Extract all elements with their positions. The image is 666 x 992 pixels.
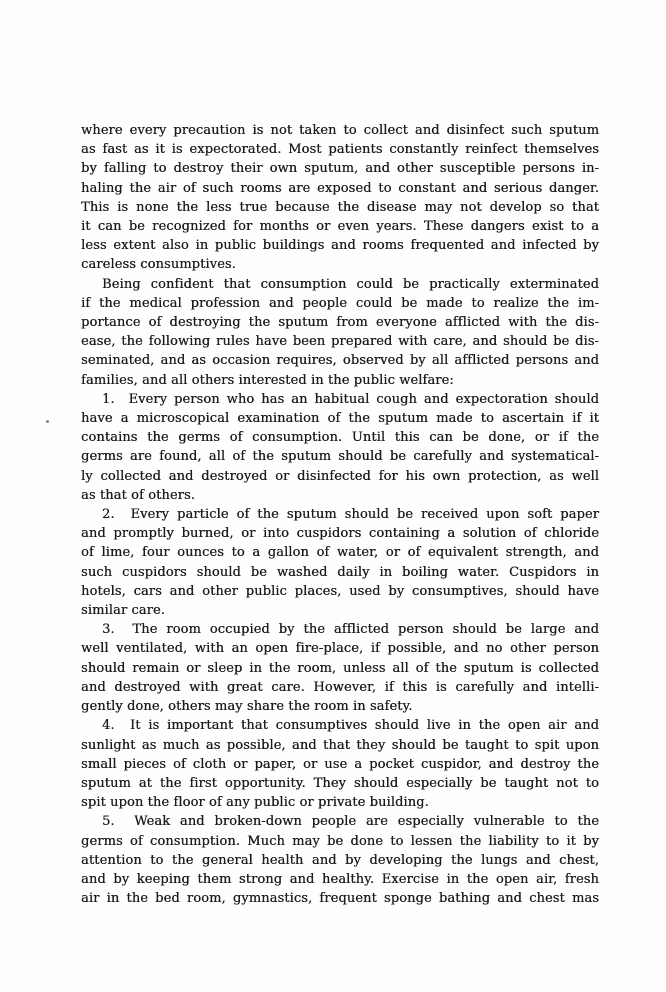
text-line: germs of consumption. Much may be done to lessen the liability to it by — [81, 833, 599, 849]
text-line: contains the germs of consumption. Until this can be done, or if the — [81, 430, 599, 446]
text-line: 1. Every person who has an habitual cough and expectoration should — [102, 391, 599, 407]
text-line: of lime, four ounces to a gallon of water, or of equivalent strength, and — [81, 545, 599, 561]
text-line: such cuspidors should be washed daily in boiling water. Cuspidors in — [81, 564, 599, 580]
text-line: This is none the less true because the disease may not develop so that — [81, 199, 599, 215]
rule-item-2 — [81, 505, 599, 620]
text-line: 4. It is important that consumptives should live in the open air and — [102, 718, 599, 734]
text-line: if the medical profession and people could be made to realize the im- — [81, 295, 599, 311]
text-line: germs are found, all of the sputum should be carefully and systematical- — [81, 449, 599, 465]
text-line: small pieces of cloth or paper, or use a pocket cuspidor, and destroy the — [81, 756, 599, 772]
rule-item-4 — [81, 716, 599, 812]
text-line: as fast as it is expectorated. Most patients constantly reinfect themselves — [81, 142, 599, 158]
text-line: spit upon the floor of any public or private building. — [81, 795, 429, 811]
text-line: 3. The room occupied by the afflicted person should be large and — [102, 622, 599, 638]
rule-item-3 — [81, 620, 599, 716]
text-line: sputum at the first opportunity. They should especially be taught not to — [81, 775, 599, 791]
rule-item-1 — [81, 390, 599, 505]
text-line: where every precaution is not taken to collect and disinfect such sputum — [81, 123, 599, 138]
opening-continuation-paragraph — [81, 121, 599, 275]
text-line: as that of others. — [81, 487, 195, 503]
text-line: it can be recognized for months or even years. These dangers exist to a — [81, 219, 599, 235]
text-line: less extent also in public buildings and rooms frequented and infected by — [81, 238, 599, 254]
text-line: 2. Every particle of the sputum should be received upon soft paper — [102, 507, 599, 523]
text-line: families, and all others interested in the public welfare: — [81, 372, 454, 388]
text-line: and destroyed with great care. However, if this is carefully and intelli- — [81, 679, 599, 695]
text-line: should remain or sleep in the room, unless all of the sputum is collected — [81, 660, 599, 676]
text-line: careless consumptives. — [81, 257, 236, 273]
text-line: ease, the following rules have been prepared with care, and should be dis- — [81, 334, 599, 350]
text-line: have a microscopical examination of the sputum made to ascertain if it — [81, 411, 599, 427]
text-line: by falling to destroy their own sputum, and other susceptible persons in- — [81, 161, 599, 177]
text-line: gently done, others may share the room in safety. — [81, 699, 413, 715]
text-line: attention to the general health and by developing the lungs and chest, — [81, 852, 599, 868]
scan-speck — [46, 420, 49, 423]
text-line: ly collected and destroyed or disinfected for his own protection, as well — [81, 468, 599, 484]
text-line: portance of destroying the sputum from everyone afflicted with the dis- — [81, 315, 599, 331]
page-text-block — [81, 121, 599, 908]
introduction-paragraph — [81, 275, 599, 390]
text-line: seminated, and as occasion requires, observed by all afflicted persons and — [81, 353, 599, 369]
text-line: hotels, cars and other public places, used by consumptives, should have — [81, 583, 599, 599]
text-line: and promptly burned, or into cuspidors containing a solution of chloride — [81, 526, 599, 542]
text-line: similar care. — [81, 603, 165, 619]
text-line: and by keeping them strong and healthy. Exercise in the open air, fresh — [81, 871, 599, 887]
text-line: air in the bed room, gymnastics, frequent sponge bathing and chest mas — [81, 891, 599, 907]
text-line: Being confident that consumption could be practically exterminated — [102, 276, 599, 292]
rule-item-5 — [81, 812, 599, 908]
text-line: haling the air of such rooms are exposed to constant and serious danger. — [81, 180, 599, 196]
text-line: sunlight as much as possible, and that they should be taught to spit upon — [81, 737, 599, 753]
text-line: well ventilated, with an open fire-place, if possible, and no other person — [81, 641, 599, 657]
text-line: 5. Weak and broken-down people are especially vulnerable to the — [102, 814, 599, 830]
